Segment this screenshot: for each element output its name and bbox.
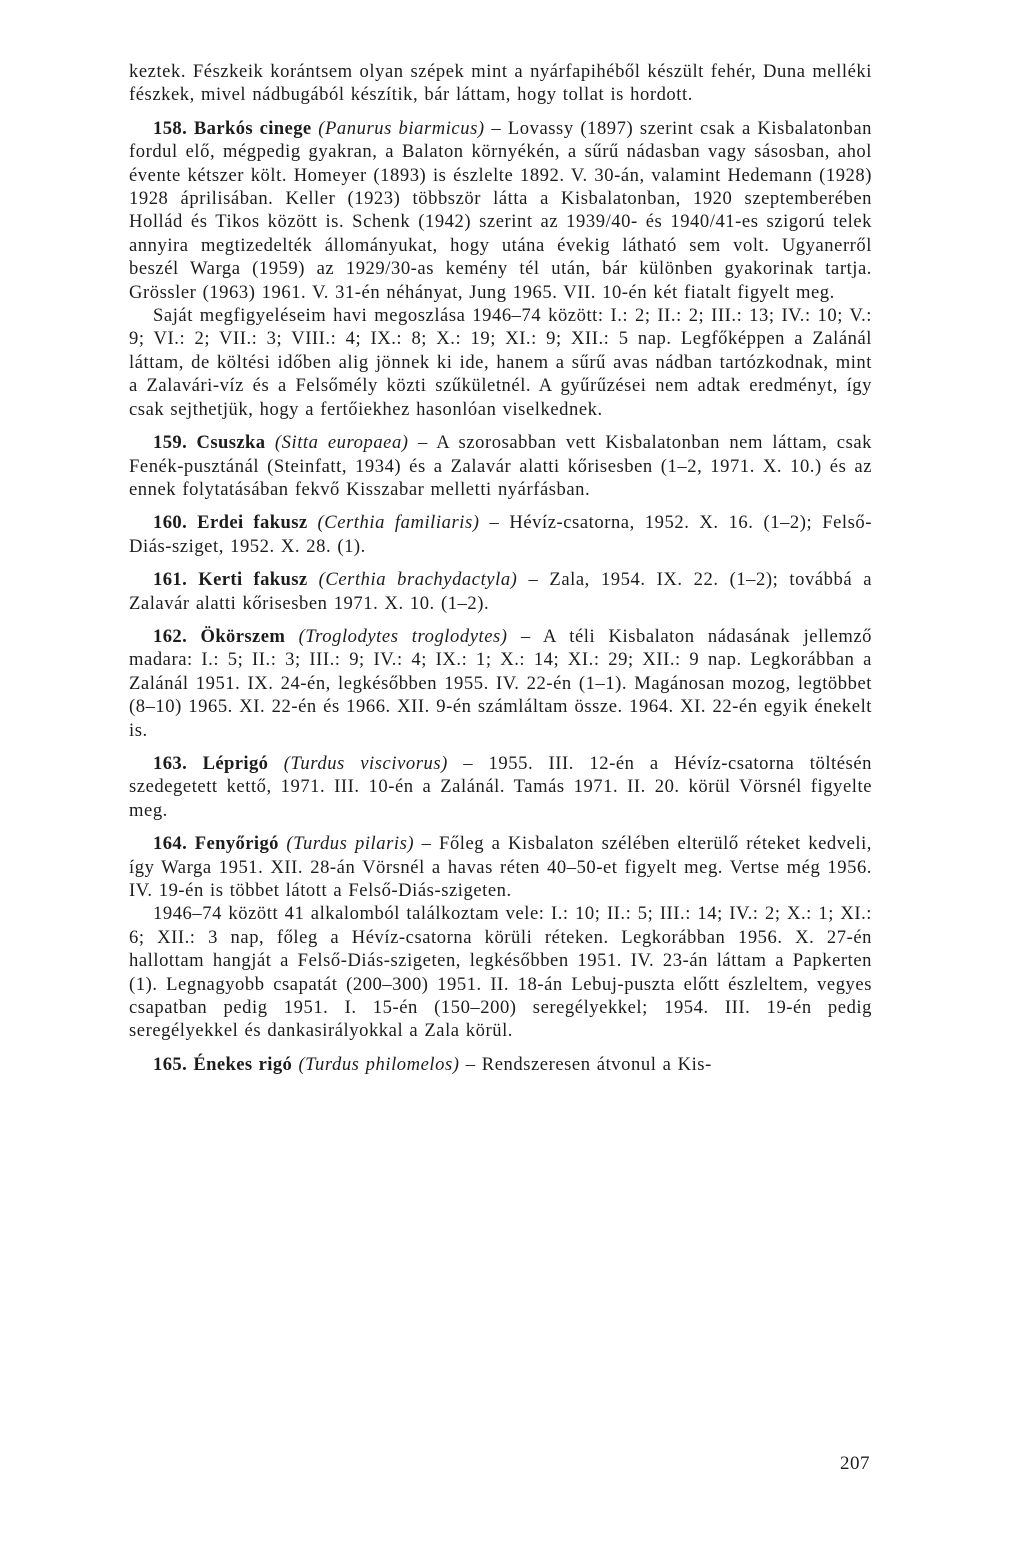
entry-text: – Főleg a Kisbalaton szélében elterülő réteket kedveli, így Warga 1951. XII. 28-án Vörsnél a havas réten 40–50-et figyelt meg. Vertse még 1956. IV. 19-én is többet látott a Felső-Diás-szigeten. (129, 833, 873, 901)
entry-number: 161. (153, 569, 188, 591)
entry-158 (129, 117, 872, 304)
entry-number: 158. (153, 117, 188, 139)
intro-paragraph: keztek. Fészkeik korántsem olyan szépek mint a nyárfapihéből készült fehér, Duna melléki fészkek, mivel nádbugából készítik, bár láttam, hogy tollat is hordott. (129, 61, 872, 106)
entry-text: – A szorosabban vett Kisbalatonban nem láttam, csak Fenék-pusztánál (Steinfatt, 1934) és a Zalavár alatti kőrisesben (1–2, 1971. X. 10.) és az ennek folytatásában fekvő Kisszabar melletti nyárfásban. (129, 432, 872, 500)
entry-158-paragraph: Saját megfigyeléseim havi megoszlása 1946–74 között: I.: 2; II.: 2; III.: 13; IV.: 10; V.: 9; VI.: 2; VII.: 3; VIII.: 4; IX.: 8; X.: 19; XI.: 9; XII.: 5 nap. Legfőképpen a Zalánál láttam, de költési időben alig jönnek ki ide, hanem a sűrű avas nádban tartózkodnak, mint a Zalavári-víz és a Felsőmély közti szűkületnél. A gyűrűzései nem adtak eredményt, így csak sejthetjük, hogy a fertőiekhez hasonlóan viselkednek. (129, 305, 872, 420)
entry-165 (129, 1053, 872, 1076)
entry-text: – Hévíz-csatorna, 1952. X. 16. (1–2); Felső-Diás-sziget, 1952. X. 28. (1). (129, 512, 873, 557)
latin-name: (Certhia familiaris) (317, 512, 480, 534)
latin-name: (Sitta europaea) (274, 432, 409, 454)
entry-text: – Zala, 1954. IX. 22. (1–2); továbbá a Zalavár alatti kőrisesben 1971. X. 10. (1–2). (129, 569, 873, 614)
entry-text: – A téli Kisbalaton nádasának jellemző madara: I.: 5; II.: 3; III.: 9; IV.: 4; IX.: 1; X.: 14; XI.: 29; XII.: 9 nap. Legkorábban a Zalánál 1951. IX. 24-én, legkésőbben 1955. IV. 22-én (1–1). Magánosan mozog, legtöbbet (8–10) 1965. XI. 22-én és 1966. XII. 9-én számláltam össze. 1964. XI. 22-én egyik énekelt is. (129, 625, 872, 741)
entry-number: 165. (153, 1053, 188, 1075)
latin-name: (Turdus pilaris) (286, 833, 415, 855)
entry-164 (129, 832, 872, 902)
entry-163 (129, 752, 872, 822)
entry-161 (129, 568, 872, 615)
entry-number: 160. (153, 512, 188, 534)
species-name: Fenyőrigó (194, 833, 279, 855)
entry-text: – 1955. III. 12-én a Hévíz-csatorna töltésén szedegetett kettő, 1971. III. 10-én a Zalánál. Tamás 1971. II. 20. körül Vörsnél figyelte meg. (129, 752, 872, 821)
entry-number: 159. (153, 432, 188, 454)
entry-text: – Rendszeresen átvonul a Kis- (465, 1053, 712, 1075)
entry-number: 163. (153, 752, 188, 774)
entry-number: 162. (153, 625, 188, 647)
entry-160 (129, 511, 872, 558)
entry-number: 164. (153, 833, 188, 855)
species-name: Barkós cinege (193, 117, 312, 139)
latin-name: (Turdus philomelos) (298, 1053, 460, 1075)
entry-159 (129, 431, 872, 501)
latin-name: (Troglodytes troglodytes) (298, 625, 508, 647)
latin-name: (Turdus viscivorus) (283, 752, 448, 774)
page-number: 207 (840, 1453, 870, 1474)
species-name: Erdei fakusz (197, 512, 308, 534)
entry-text: – Lovassy (1897) szerint csak a Kisbalatonban fordul elő, mégpedig gyakran, a Balaton környékén, a sűrű nádasban vagy sásosban, ahol évente kétszer költ. Homeyer (1893) is észlelte 1892. V. 30-án, valamint Hedemann (1928) 1928 áprilisában. Keller (1923) többször látta a Kisbalatonban, 1920 szeptemberében Hollád és Tikos között is. Schenk (1942) szerint az 1939/40- és 1940/41-es szigorú telek annyira megtizedelték állományukat, hogy utána évekig látható sem volt. Ugyanerről beszél Warga (1959) az 1929/30-as kemény tél után, bár különben gyakorinak tartja. Grössler (1963) 1961. V. 31-én néhányat, Jung 1965. VII. 10-én két fiatalt figyelt meg. (129, 117, 872, 303)
species-name: Énekes rigó (193, 1053, 293, 1075)
species-name: Ökörszem (200, 625, 286, 647)
species-name: Csuszka (196, 432, 266, 454)
entry-164-paragraph: 1946–74 között 41 alkalomból találkoztam vele: I.: 10; II.: 5; III.: 14; IV.: 2; X.: 1; XI.: 6; XII.: 3 nap, főleg a Hévíz-csatorna körüli réteken. Legkorábban 1956. X. 27-én hallottam hangját a Felső-Diás-szigeten, legkésőbben 1951. IV. 23-án láttam a Papkerten (1). Legnagyobb csapatát (200–300) 1951. II. 18-án Lebuj-puszta előtt észleltem, vegyes csapatban pedig 1951. I. 15-én (150–200) seregélyekkel; 1954. III. 19-én pedig seregélyekkel és dankasirályokkal a Zala körül. (129, 903, 872, 1042)
latin-name: (Certhia brachydactyla) (318, 569, 518, 591)
latin-name: (Panurus biarmicus) (318, 117, 485, 139)
entry-162 (129, 625, 872, 742)
species-name: Léprigó (202, 752, 269, 774)
species-name: Kerti fakusz (198, 569, 308, 591)
